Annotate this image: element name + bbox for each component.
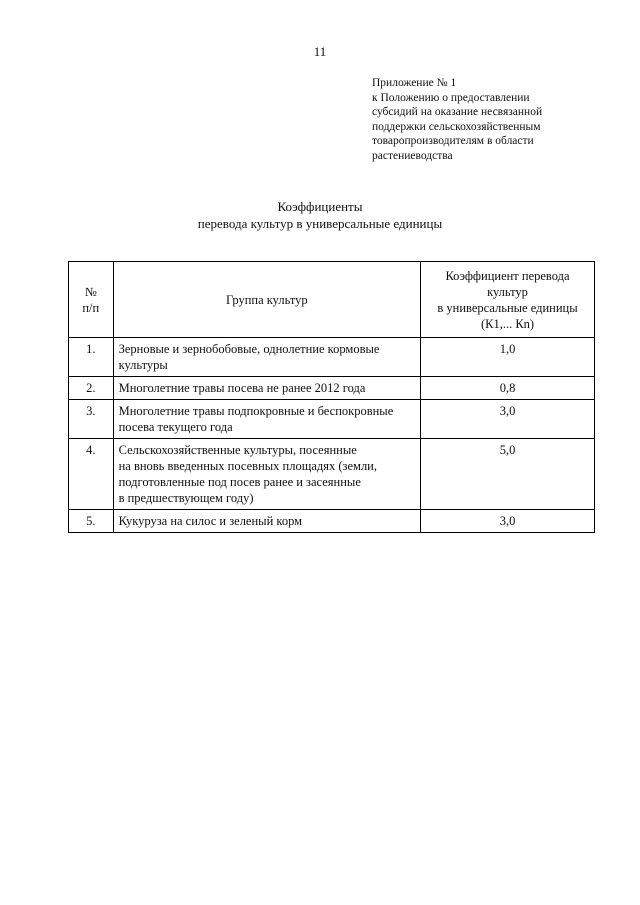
- table-row: [69, 377, 595, 400]
- group-line: в предшествующем году): [118, 491, 254, 505]
- header-coef-line: культур: [487, 284, 528, 299]
- group-line: Сельскохозяйственные культуры, посеянные: [118, 443, 357, 457]
- coefficients-table: [68, 261, 595, 533]
- header-number-abbr: п/п: [82, 300, 100, 315]
- group-line: Многолетние травы подпокровные и беспокровные: [118, 404, 394, 418]
- header-number-sign: №: [84, 284, 97, 299]
- group-line: Кукуруза на силос и зеленый корм: [118, 514, 303, 528]
- row-number: 2.: [69, 377, 114, 400]
- header-group: Группа культур: [113, 262, 420, 338]
- table-row: [69, 510, 595, 533]
- row-coefficient: 0,8: [421, 377, 595, 400]
- header-number: [69, 262, 114, 338]
- table-header-row: [69, 262, 595, 338]
- table-row: [69, 400, 595, 439]
- page-number: 11: [313, 44, 327, 59]
- row-number: 5.: [69, 510, 114, 533]
- appendix-line: Приложение № 1: [372, 77, 457, 89]
- row-group: [113, 377, 420, 400]
- appendix-line: поддержки сельскохозяйственным: [372, 120, 541, 133]
- group-line: на вновь введенных посевных площадях (земли,: [118, 459, 377, 473]
- row-group: [113, 338, 420, 377]
- row-number: 4.: [69, 439, 114, 510]
- title-line-2: перевода культур в универсальные единицы: [197, 216, 443, 231]
- header-coef-line: в универсальные единицы: [437, 300, 578, 315]
- appendix-line: растениеводства: [372, 149, 453, 162]
- header-coefficient: [421, 262, 595, 338]
- group-line: Зерновые и зернобобовые, однолетние кормовые: [118, 342, 380, 356]
- title-line-1: Коэффициенты: [277, 199, 363, 214]
- row-number: 1.: [69, 338, 114, 377]
- table-row: [69, 338, 595, 377]
- table-row: [69, 439, 595, 510]
- appendix-note: [372, 76, 632, 163]
- document-title: [0, 198, 640, 232]
- row-coefficient: 3,0: [421, 400, 595, 439]
- row-coefficient: 1,0: [421, 338, 595, 377]
- header-coef-line: (К1,... Кn): [480, 316, 535, 331]
- group-line: подготовленные под посев ранее и засеянные: [118, 475, 361, 489]
- row-group: [113, 400, 420, 439]
- header-coef-line: Коэффициент перевода: [445, 268, 570, 283]
- appendix-line: к Положению о предоставлении: [372, 91, 530, 104]
- appendix-line: товаропроизводителям в области: [372, 135, 534, 147]
- row-number: 3.: [69, 400, 114, 439]
- row-group: [113, 510, 420, 533]
- group-line: Многолетние травы посева не ранее 2012 года: [118, 381, 366, 395]
- row-coefficient: 3,0: [421, 510, 595, 533]
- group-line: культуры: [118, 358, 168, 372]
- appendix-line: субсидий на оказание несвязанной: [372, 106, 543, 118]
- row-coefficient: 5,0: [421, 439, 595, 510]
- group-line: посева текущего года: [118, 420, 233, 434]
- row-group: [113, 439, 420, 510]
